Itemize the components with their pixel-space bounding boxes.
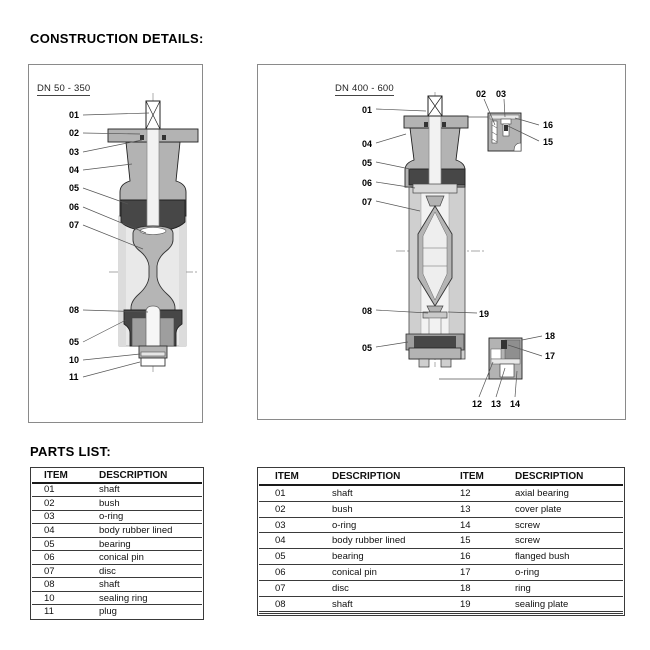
cell-description: sealing ring	[87, 591, 202, 605]
cell-item: 10	[32, 591, 87, 605]
cell-item: 08	[32, 578, 87, 592]
table-row	[259, 485, 623, 501]
cell-description: bush	[87, 497, 202, 511]
cell-item: 03	[32, 510, 87, 524]
cell-description: shaft	[87, 483, 202, 497]
cell-description: bearing	[316, 549, 444, 565]
part-label-05b: 05	[69, 337, 80, 347]
cell-empty	[444, 613, 499, 614]
table-row	[32, 605, 202, 618]
valve-cross-section-dn50-350-drawing	[29, 65, 204, 424]
part-label-14: 14	[510, 399, 521, 409]
cell-item: 02	[32, 497, 87, 511]
cell-description: o-ring	[316, 517, 444, 533]
table-header-row	[259, 469, 623, 485]
column-header-description: DESCRIPTION	[87, 469, 202, 483]
part-label-06: 06	[69, 202, 80, 212]
table-row	[32, 537, 202, 551]
cell-item: 01	[32, 483, 87, 497]
cell-item: 17	[444, 565, 499, 581]
table-header-row	[32, 469, 202, 483]
part-label-02: 02	[69, 128, 80, 138]
part-label-05b: 05	[362, 343, 373, 353]
diagram-box-dn50-350	[28, 64, 203, 423]
cell-item: 18	[444, 580, 499, 596]
part-label-19: 19	[479, 309, 490, 319]
cell-description: shaft	[316, 596, 444, 612]
table-row	[32, 578, 202, 592]
cell-description: o-ring	[499, 565, 623, 581]
cell-description: disc	[87, 564, 202, 578]
cell-item: 16	[444, 549, 499, 565]
cell-item: 05	[32, 537, 87, 551]
cell-item: 19	[444, 596, 499, 612]
column-header-item: ITEM	[32, 469, 87, 483]
part-label-03: 03	[496, 89, 507, 99]
column-header-description: DESCRIPTION	[316, 469, 444, 485]
column-header-item: ITEM	[444, 469, 499, 485]
table-row	[259, 596, 623, 612]
cell-item: 14	[444, 517, 499, 533]
part-label-12: 12	[472, 399, 483, 409]
cell-item: 06	[259, 565, 316, 581]
cell-description: ring	[499, 580, 623, 596]
table-row	[32, 483, 202, 497]
cell-item: 05	[259, 549, 316, 565]
table-row	[32, 591, 202, 605]
cell-description: shaft	[316, 485, 444, 501]
cell-description: sealing plate	[499, 596, 623, 612]
parts-list-title: PARTS LIST:	[30, 444, 112, 459]
cell-item: 03	[259, 517, 316, 533]
part-label-02: 02	[476, 89, 487, 99]
part-label-06: 06	[362, 178, 373, 188]
cell-item: 15	[444, 533, 499, 549]
cell-description: bush	[316, 501, 444, 517]
part-label-16: 16	[543, 120, 554, 130]
cell-item: 07	[259, 580, 316, 596]
cell-item: 08	[259, 596, 316, 612]
table-row	[32, 564, 202, 578]
table-row	[259, 565, 623, 581]
part-label-07: 07	[362, 197, 373, 207]
part-label-18: 18	[545, 331, 556, 341]
cell-empty	[259, 613, 316, 614]
column-header-item: ITEM	[259, 469, 316, 485]
diagram-caption-dn50-350: DN 50 - 350	[37, 83, 91, 94]
parts-table-dn50-350	[30, 467, 204, 620]
cell-item: 04	[259, 533, 316, 549]
cell-empty	[316, 613, 444, 614]
parts-table-dn400-600	[257, 467, 625, 616]
column-header-description: DESCRIPTION	[499, 469, 623, 485]
cell-description: screw	[499, 517, 623, 533]
cell-description: conical pin	[87, 551, 202, 565]
diagram-box-dn400-600	[257, 64, 626, 420]
cell-description: shaft	[87, 578, 202, 592]
part-label-08: 08	[362, 306, 373, 316]
part-label-05: 05	[69, 183, 80, 193]
cell-description: plug	[99, 606, 117, 618]
cell-item: 11	[44, 606, 54, 618]
cell-item: 06	[32, 551, 87, 565]
cell-description: cover plate	[499, 501, 623, 517]
table-row	[32, 497, 202, 511]
part-label-04: 04	[362, 139, 373, 149]
cell-description: screw	[499, 533, 623, 549]
table-row	[32, 510, 202, 524]
cell-description: disc	[316, 580, 444, 596]
table-row	[259, 517, 623, 533]
table-row-empty	[259, 613, 623, 614]
table-row	[259, 501, 623, 517]
cell-description: body rubber lined	[87, 524, 202, 538]
table-row	[32, 524, 202, 538]
valve-cross-section-dn400-600-drawing	[258, 65, 627, 421]
cell-item: 13	[444, 501, 499, 517]
cell-description: body rubber lined	[316, 533, 444, 549]
diagram-caption-dn400-600: DN 400 - 600	[335, 83, 394, 94]
cell-item: 07	[32, 564, 87, 578]
table-row	[259, 580, 623, 596]
part-label-04: 04	[69, 165, 80, 175]
cell-description: flanged bush	[499, 549, 623, 565]
part-label-10: 10	[69, 355, 80, 365]
part-label-13: 13	[491, 399, 502, 409]
cell-item: 02	[259, 501, 316, 517]
page-title: CONSTRUCTION DETAILS:	[30, 31, 204, 46]
table-row	[259, 549, 623, 565]
part-label-08: 08	[69, 305, 80, 315]
cell-description: conical pin	[316, 565, 444, 581]
part-label-03: 03	[69, 147, 80, 157]
part-label-01: 01	[69, 110, 80, 120]
cell-item: 04	[32, 524, 87, 538]
part-label-07: 07	[69, 220, 80, 230]
part-label-01: 01	[362, 105, 373, 115]
cell-empty	[499, 613, 623, 614]
part-label-17: 17	[545, 351, 556, 361]
cell-description: axial bearing	[499, 485, 623, 501]
part-label-15: 15	[543, 137, 554, 147]
table-row	[259, 533, 623, 549]
cell-item: 01	[259, 485, 316, 501]
table-row	[32, 551, 202, 565]
cell-description: o-ring	[87, 510, 202, 524]
part-label-05: 05	[362, 158, 373, 168]
cell-description: bearing	[87, 537, 202, 551]
part-label-11: 11	[69, 372, 79, 382]
cell-item: 12	[444, 485, 499, 501]
